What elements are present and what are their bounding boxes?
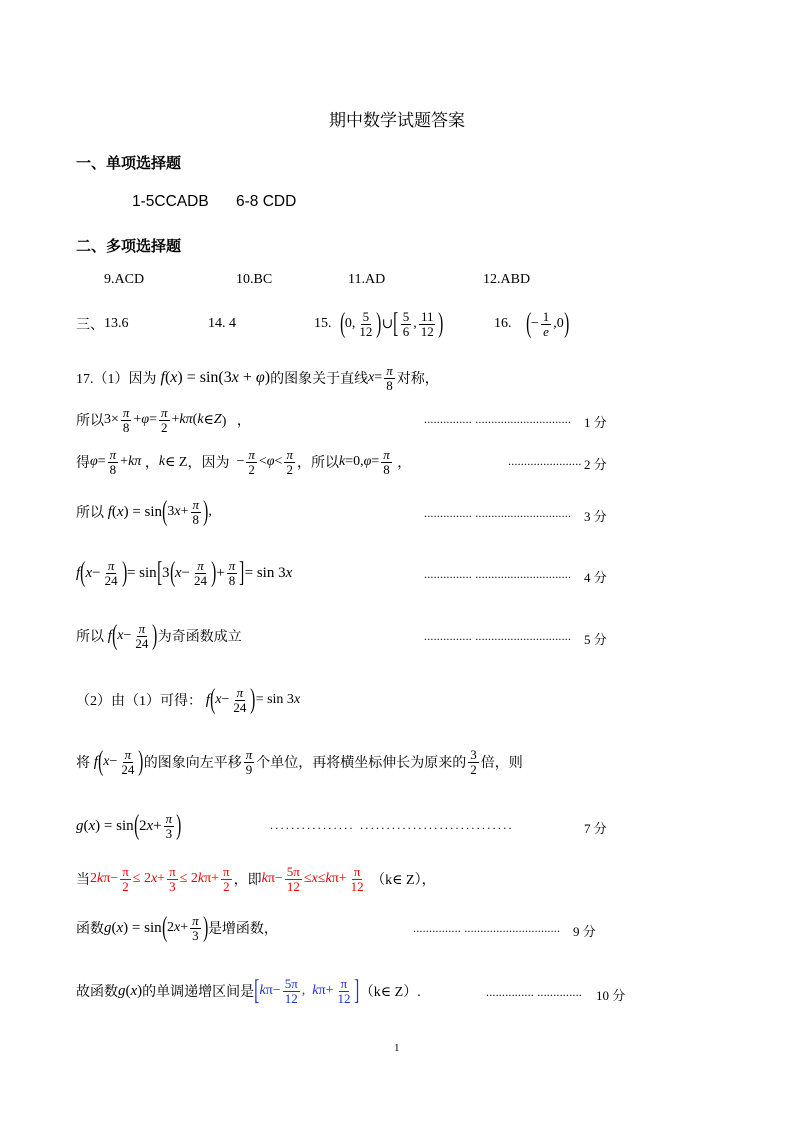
q17-increasing: 函数 g(x) = sin ( 2 x + $\frac{\pi}{3}$ ) 是增函数， [76,912,278,943]
leader-dots-2: ....................... [508,454,582,468]
answer-15: 15. ( 0, $\frac{5}{12}$ ) ∪ [ $\frac{5}{6}$ , $\frac{11}{12}$ ) [314,308,443,339]
leader-dots-1: ............... .............................. [424,412,572,426]
q17-step3: 所以 f(x) = sin ( 3 x + $\frac{\pi}{8}$ ) , [76,496,212,527]
q17-intro: 17.（1）因为 f(x) = sin(3x + φ) 的图象关于直线 x = $\frac{\pi}{8}$ 对称， [76,362,439,393]
answer-13: 13.6 [104,316,129,331]
leader-dots-10: ............... .............. [486,985,582,999]
q17-step2: 得 φ = $\frac{\pi}{8}$ + kπ ， k ∈ Z ，因为 − $\frac{\pi}{2}$ < φ < $\frac{\pi}{2}$ ，所以 k =0, φ = $\frac{\pi}{8}$ ， [76,446,412,477]
score-9: 9 分 [573,924,596,939]
q17-step4: f ( x − $\frac{\pi}{24}$ ) = sin [ 3 ( x − $\frac{\pi}{24}$ ) + $\frac{\pi}{8}$ ] = sin 3 x [76,557,293,588]
answer-14: 14. 4 [208,316,236,331]
q17-inequality: 当 2 k π− $\frac{\pi}{2}$ ≤ 2 x + $\frac{\pi}{3}$ ≤ 2 k π+ $\frac{\pi}{2}$ ，即 k π− $\frac{5\pi}{12}$ ≤ x ≤ k π+ $\frac{\pi}{12}$ （k∈ Z）， [76,863,436,894]
q17-step1: 所以 3× $\frac{\pi}{8}$ + φ = $\frac{\pi}{2}$ + kπ ( k ∈ Z ) ， [76,404,251,435]
leader-dots-5: ............... .............................. [424,629,572,643]
answer-11: 11.AD [348,272,386,287]
leader-dots-3: ............... .............................. [424,506,572,520]
q17-g-def: g ( x ) = sin ( 2 x + $\frac{\pi}{3}$ ) [76,810,182,841]
leader-dots-7: ................ ............................. [270,818,514,832]
answers-6-8: 6-8 CDD [236,193,297,210]
answer-12: 12.ABD [483,272,531,287]
answer-10: 10.BC [236,272,273,287]
q17-conclusion: 故函数 g(x) 的单调递增区间是 [ k π− $\frac{5\pi}{12}$ , k π+ $\frac{\pi}{12}$ ] （k∈ Z）. [76,975,421,1006]
score-3: 3 分 [584,509,607,524]
answer-9: 9.ACD [104,272,145,287]
answers-1-5: 1-5CCADB [132,193,209,210]
fill-blank-row [76,304,129,344]
answer-16: 16. ( − $\frac{1}{e}$ ,0 ) [494,308,569,339]
score-7: 7 分 [584,821,607,836]
score-10: 10 分 [596,988,626,1003]
leader-dots-9: ............... .............................. [413,921,561,935]
section-heading-single-choice: 一、单项选择题 [76,154,182,172]
q17-part2: （2）由（1）可得： f ( x − $\frac{\pi}{24}$ ) = sin 3 x [76,684,301,715]
score-5: 5 分 [584,632,607,647]
page-number: 1 [394,1042,400,1054]
q17-step5: 所以 f ( x − $\frac{\pi}{24}$ ) 为奇函数成立 [76,620,242,651]
score-4: 4 分 [584,570,607,585]
section3-label: 三、 [76,318,104,333]
section-heading-multi-choice: 二、多项选择题 [76,237,182,255]
page-title: 期中数学试题答案 [329,111,465,130]
score-1: 1 分 [584,415,607,430]
q17-transform: 将 f ( x − $\frac{\pi}{24}$ ) 的图象向左平移 $\frac{\pi}{9}$ 个单位，再将横坐标伸长为原来的 $\frac{3}{2}$ 倍，则 [76,746,523,777]
score-2: 2 分 [584,457,607,472]
leader-dots-4: ............... .............................. [424,567,572,581]
